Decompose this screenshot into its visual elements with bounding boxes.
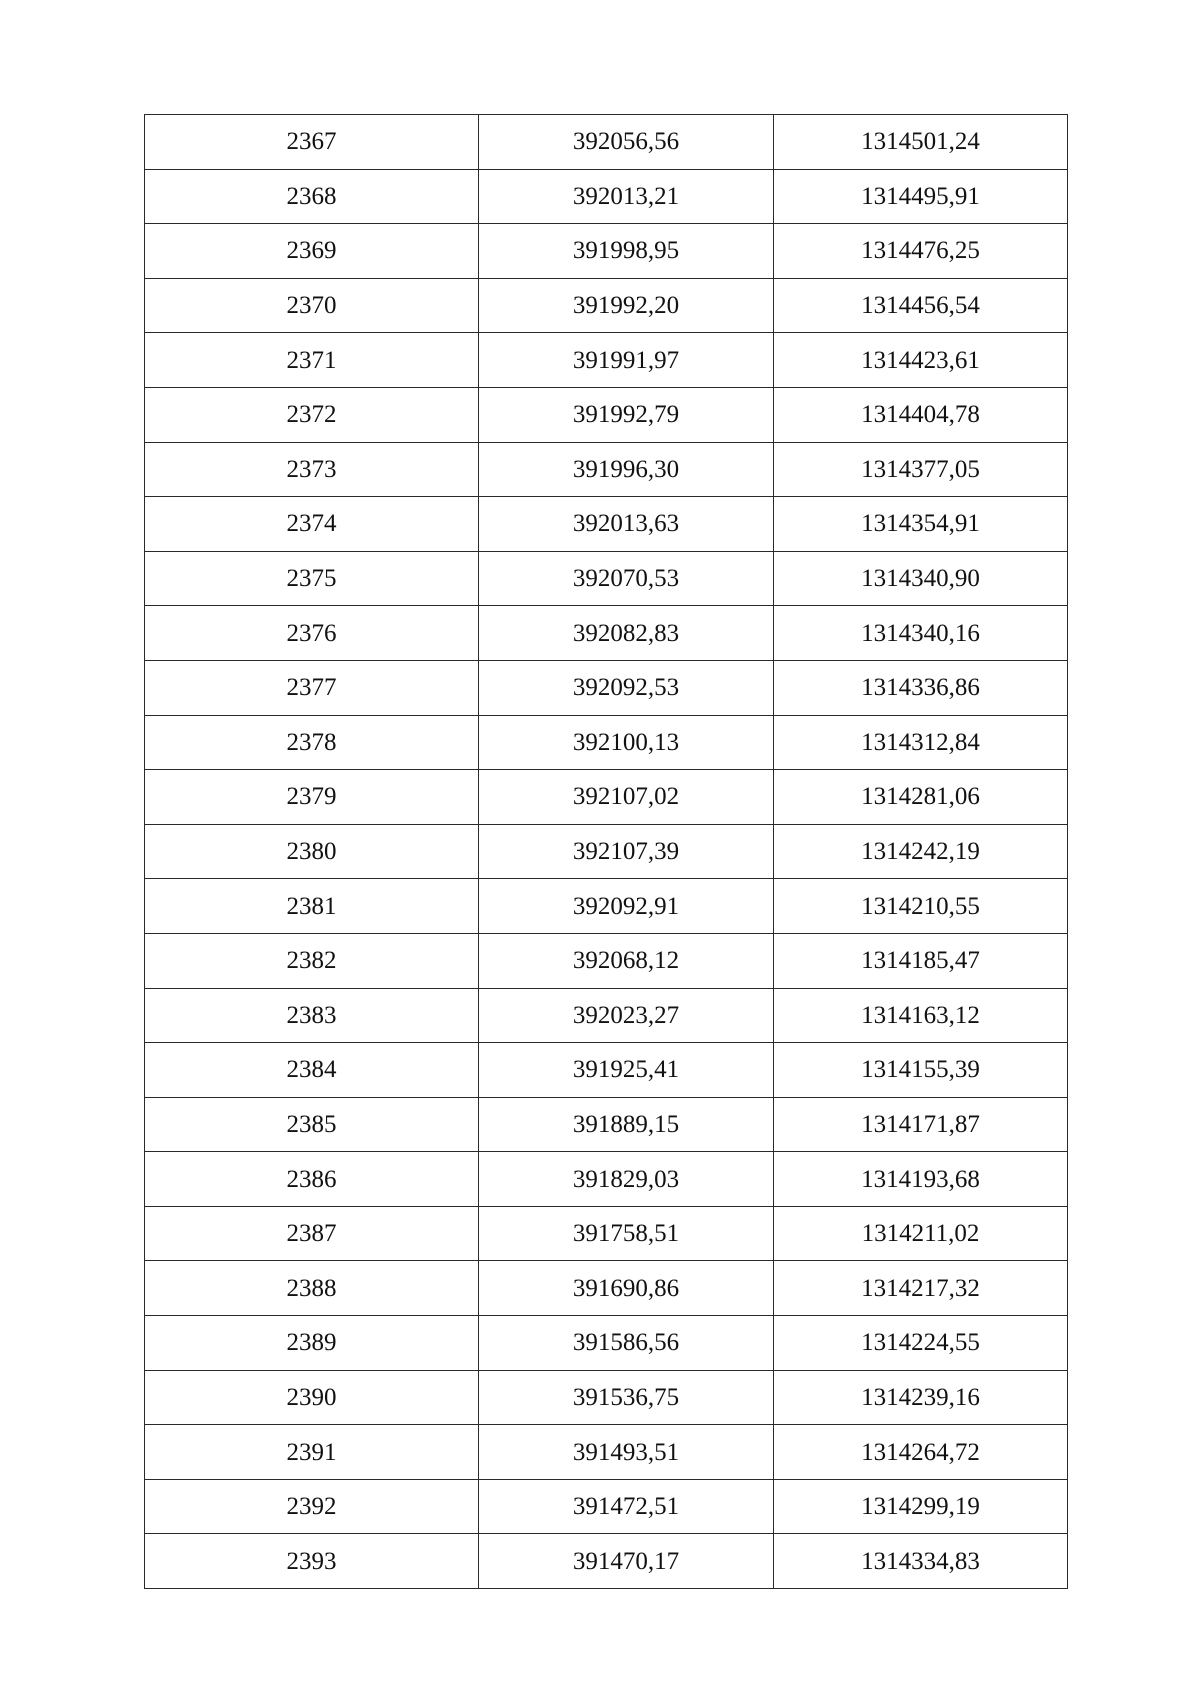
x-coordinate-cell: 391998,95 <box>479 224 774 279</box>
point-number-cell: 2388 <box>145 1261 479 1316</box>
x-coordinate-cell: 392107,02 <box>479 770 774 825</box>
y-coordinate-cell: 1314155,39 <box>774 1043 1068 1098</box>
point-number-cell: 2371 <box>145 333 479 388</box>
x-coordinate-cell: 391889,15 <box>479 1097 774 1152</box>
table-row <box>145 1425 1068 1480</box>
table-row <box>145 824 1068 879</box>
table-row <box>145 988 1068 1043</box>
point-number-cell: 2379 <box>145 770 479 825</box>
table-row <box>145 660 1068 715</box>
y-coordinate-cell: 1314354,91 <box>774 497 1068 552</box>
point-number-cell: 2377 <box>145 660 479 715</box>
x-coordinate-cell: 391536,75 <box>479 1370 774 1425</box>
y-coordinate-cell: 1314476,25 <box>774 224 1068 279</box>
point-number-cell: 2390 <box>145 1370 479 1425</box>
point-number-cell: 2384 <box>145 1043 479 1098</box>
y-coordinate-cell: 1314264,72 <box>774 1425 1068 1480</box>
point-number-cell: 2387 <box>145 1206 479 1261</box>
point-number-cell: 2374 <box>145 497 479 552</box>
y-coordinate-cell: 1314210,55 <box>774 879 1068 934</box>
table-row <box>145 169 1068 224</box>
table-row <box>145 879 1068 934</box>
x-coordinate-cell: 391996,30 <box>479 442 774 497</box>
table-row <box>145 1316 1068 1371</box>
table-row <box>145 715 1068 770</box>
y-coordinate-cell: 1314224,55 <box>774 1316 1068 1371</box>
x-coordinate-cell: 392092,53 <box>479 660 774 715</box>
y-coordinate-cell: 1314336,86 <box>774 660 1068 715</box>
point-number-cell: 2382 <box>145 933 479 988</box>
point-number-cell: 2381 <box>145 879 479 934</box>
point-number-cell: 2375 <box>145 551 479 606</box>
point-number-cell: 2367 <box>145 115 479 170</box>
y-coordinate-cell: 1314242,19 <box>774 824 1068 879</box>
x-coordinate-cell: 391586,56 <box>479 1316 774 1371</box>
x-coordinate-cell: 392082,83 <box>479 606 774 661</box>
y-coordinate-cell: 1314501,24 <box>774 115 1068 170</box>
x-coordinate-cell: 391992,20 <box>479 278 774 333</box>
table-row <box>145 551 1068 606</box>
y-coordinate-cell: 1314495,91 <box>774 169 1068 224</box>
table-row <box>145 606 1068 661</box>
y-coordinate-cell: 1314377,05 <box>774 442 1068 497</box>
point-number-cell: 2370 <box>145 278 479 333</box>
x-coordinate-cell: 391690,86 <box>479 1261 774 1316</box>
point-number-cell: 2389 <box>145 1316 479 1371</box>
x-coordinate-cell: 392013,63 <box>479 497 774 552</box>
point-number-cell: 2368 <box>145 169 479 224</box>
point-number-cell: 2376 <box>145 606 479 661</box>
point-number-cell: 2392 <box>145 1479 479 1534</box>
table-row <box>145 442 1068 497</box>
x-coordinate-cell: 391470,17 <box>479 1534 774 1589</box>
x-coordinate-cell: 391758,51 <box>479 1206 774 1261</box>
x-coordinate-cell: 392100,13 <box>479 715 774 770</box>
y-coordinate-cell: 1314211,02 <box>774 1206 1068 1261</box>
y-coordinate-cell: 1314340,16 <box>774 606 1068 661</box>
y-coordinate-cell: 1314299,19 <box>774 1479 1068 1534</box>
point-number-cell: 2378 <box>145 715 479 770</box>
y-coordinate-cell: 1314312,84 <box>774 715 1068 770</box>
y-coordinate-cell: 1314281,06 <box>774 770 1068 825</box>
point-number-cell: 2372 <box>145 387 479 442</box>
y-coordinate-cell: 1314404,78 <box>774 387 1068 442</box>
x-coordinate-cell: 391925,41 <box>479 1043 774 1098</box>
y-coordinate-cell: 1314239,16 <box>774 1370 1068 1425</box>
x-coordinate-cell: 391992,79 <box>479 387 774 442</box>
point-number-cell: 2391 <box>145 1425 479 1480</box>
table-row <box>145 224 1068 279</box>
table-row <box>145 387 1068 442</box>
x-coordinate-cell: 391493,51 <box>479 1425 774 1480</box>
y-coordinate-cell: 1314340,90 <box>774 551 1068 606</box>
y-coordinate-cell: 1314334,83 <box>774 1534 1068 1589</box>
y-coordinate-cell: 1314185,47 <box>774 933 1068 988</box>
point-number-cell: 2383 <box>145 988 479 1043</box>
y-coordinate-cell: 1314423,61 <box>774 333 1068 388</box>
y-coordinate-cell: 1314217,32 <box>774 1261 1068 1316</box>
y-coordinate-cell: 1314171,87 <box>774 1097 1068 1152</box>
table-row <box>145 1261 1068 1316</box>
y-coordinate-cell: 1314163,12 <box>774 988 1068 1043</box>
point-number-cell: 2369 <box>145 224 479 279</box>
x-coordinate-cell: 392092,91 <box>479 879 774 934</box>
point-number-cell: 2386 <box>145 1152 479 1207</box>
x-coordinate-cell: 392068,12 <box>479 933 774 988</box>
coordinates-table-body <box>145 115 1068 1589</box>
y-coordinate-cell: 1314456,54 <box>774 278 1068 333</box>
table-row <box>145 333 1068 388</box>
table-row <box>145 1152 1068 1207</box>
table-row <box>145 1534 1068 1589</box>
table-row <box>145 115 1068 170</box>
table-row <box>145 1206 1068 1261</box>
x-coordinate-cell: 391829,03 <box>479 1152 774 1207</box>
point-number-cell: 2393 <box>145 1534 479 1589</box>
table-row <box>145 1370 1068 1425</box>
x-coordinate-cell: 392070,53 <box>479 551 774 606</box>
x-coordinate-cell: 391991,97 <box>479 333 774 388</box>
x-coordinate-cell: 392013,21 <box>479 169 774 224</box>
coordinates-table <box>144 114 1068 1589</box>
table-row <box>145 278 1068 333</box>
table-row <box>145 770 1068 825</box>
x-coordinate-cell: 391472,51 <box>479 1479 774 1534</box>
x-coordinate-cell: 392056,56 <box>479 115 774 170</box>
table-row <box>145 933 1068 988</box>
point-number-cell: 2385 <box>145 1097 479 1152</box>
table-row <box>145 1479 1068 1534</box>
point-number-cell: 2380 <box>145 824 479 879</box>
table-row <box>145 1097 1068 1152</box>
table-row <box>145 497 1068 552</box>
y-coordinate-cell: 1314193,68 <box>774 1152 1068 1207</box>
point-number-cell: 2373 <box>145 442 479 497</box>
table-row <box>145 1043 1068 1098</box>
x-coordinate-cell: 392023,27 <box>479 988 774 1043</box>
x-coordinate-cell: 392107,39 <box>479 824 774 879</box>
